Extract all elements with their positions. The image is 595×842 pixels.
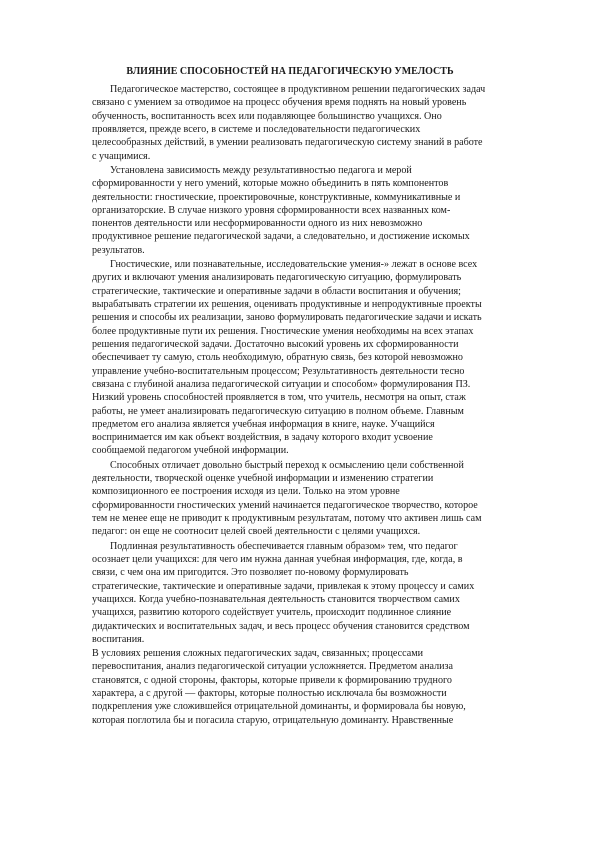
text-line: сообщаемой педагогом учебной информации.	[92, 445, 289, 457]
text-line: В условиях решения сложных педагогических задач, связанных; процессами	[92, 648, 424, 660]
text-line: понентов деятельности или несформированности одного из них невозможно	[92, 218, 423, 230]
text-line: связи, с чем она им пригодится. Это позволяет по-новому формулировать	[92, 567, 409, 579]
paragraph	[92, 258, 542, 458]
paragraph	[92, 647, 542, 727]
text-line: обеспечивает ту самую, столь необходимую, обратную связь, без которой невозможно	[92, 352, 463, 364]
text-line: решения и способы их реализации, заново формулировать педагогические задачи и искать	[92, 312, 482, 324]
text-line: продуктивное решение педагогической задачи, а следовательно, и достижение искомых	[92, 231, 470, 243]
text-line: учащихся. Когда учебно-познавательная деятельность становится творчеством самих	[92, 593, 460, 605]
text-line: результатов.	[92, 244, 145, 256]
text-line: которая поглотила бы и погасила старую, отрицательную доминанту. Нравственные	[92, 714, 454, 726]
paragraph	[92, 83, 542, 163]
text-line: педагог: он еще не соотносит целей своей деятельности с целями учащихся.	[92, 526, 421, 538]
paragraph	[92, 459, 542, 539]
paragraph	[92, 164, 542, 257]
text-line: учащихся, развитию которого содействует учитель, происходит подлинное слияние	[92, 607, 452, 619]
text-line: Способных отличает довольно быстрый переход к осмыслению цели собственной	[110, 459, 464, 471]
paragraph	[92, 540, 542, 647]
text-line: организаторские. В случае низкого уровня сформированности всех названных ком-	[92, 204, 451, 216]
text-line: предметом его анализа является учебная информация в книге, науке. Учащийся	[92, 418, 435, 430]
text-line: управление учебно-воспитательным процессом; Результативность деятельности тесно	[92, 365, 465, 377]
text-line: работы, не умеет анализировать педагогическую ситуацию в полном объеме. Главным	[92, 405, 464, 417]
text-line: связано с умением за отводимое на процесс обучения время поднять на новый уровень	[92, 97, 467, 109]
text-line: сформированности гностических умений начинается педагогическое творчество, которое	[92, 499, 478, 511]
text-line: проявляется, прежде всего, в системе и последовательности педагогических	[92, 123, 421, 135]
text-line: решения педагогической задачи. Достаточно высокий уровень их сформированности	[92, 338, 459, 350]
text-line: перевоспитания, анализ педагогической ситуации усложняется. Предметом анализа	[92, 661, 454, 673]
text-line: дидактических и воспитательных задач, и весь процесс обучения становится средством	[92, 620, 470, 632]
text-line: других и включают умения анализировать педагогическую ситуацию, формулировать	[92, 272, 462, 284]
text-line: Установлена зависимость между результативностью педагога и мерой	[110, 164, 412, 176]
text-line: сформированности у него умений, которые можно объединить в пять компонентов	[92, 178, 449, 190]
text-line: осознает цели учащихся: для чего им нужна данная учебная информация, где, когда, в	[92, 553, 463, 565]
text-line: воспринимается им как объект воздействия, в задачу которого входит усвоение	[92, 432, 433, 444]
text-line: деятельности, творческой оценке учебной информации и изменению стратегии	[92, 473, 434, 485]
text-line: связана с глубиной анализа педагогической ситуации и способом» формулирования ПЗ.	[92, 378, 471, 390]
document-body	[92, 83, 542, 727]
text-line: стратегические, тактические и оперативные задачи, привлекая к этому процессу и самих	[92, 580, 475, 592]
text-line: Подлинная результативность обеспечивается главным образом» тем, что педагог	[110, 540, 458, 552]
text-line: более продуктивные пути их решения. Гностические умения необходимы на всех этапах	[92, 325, 474, 337]
text-line: с учащимися.	[92, 150, 151, 162]
text-line: Гностические, или познавательные, исследовательские умения-» лежат в основе всех	[110, 259, 478, 271]
text-line: Низкий уровень способностей проявляется в том, что учитель, несмотря на опыт, стаж	[92, 392, 466, 404]
text-line: тем не менее еще не приводит к продуктивным результатам, потому что активен лишь сам	[92, 513, 482, 524]
document-title: ВЛИЯНИЕ СПОСОБНОСТЕЙ НА ПЕДАГОГИЧЕСКУЮ УМЕЛОСТЬ	[126, 66, 454, 77]
text-line: подкрепления уже сложившейся отрицательной доминанты, и формировала бы новую,	[92, 701, 466, 713]
text-line: становятся, с одной стороны, факторы, которые привели к формированию трудного	[92, 674, 452, 686]
text-line: воспитания.	[92, 633, 145, 645]
text-line: вырабатывать стратегии их решения, оценивать продуктивные и непродуктивные проекты	[92, 299, 482, 310]
text-line: композиционного ее построения исходя из цели. Только на этом уровне	[92, 486, 400, 498]
text-line: деятельности: гностические, проектировочные, конструктивные, коммуникативные и	[92, 191, 461, 203]
text-line: целесообразных действий, в умении реализовать педагогическую систему знаний в работе	[92, 137, 483, 149]
text-line: Педагогическое мастерство, состоящее в продуктивном решении педагогических задач	[110, 84, 486, 95]
text-line: стратегические, тактические и оперативные задачи в области воспитания и обучения;	[92, 285, 461, 297]
text-line: характера, а с другой — факторы, которые полностью исключала бы возможности	[92, 688, 447, 700]
text-line: обученность, воспитанность всех или подавляющее большинство учащихся. Оно	[92, 110, 442, 122]
